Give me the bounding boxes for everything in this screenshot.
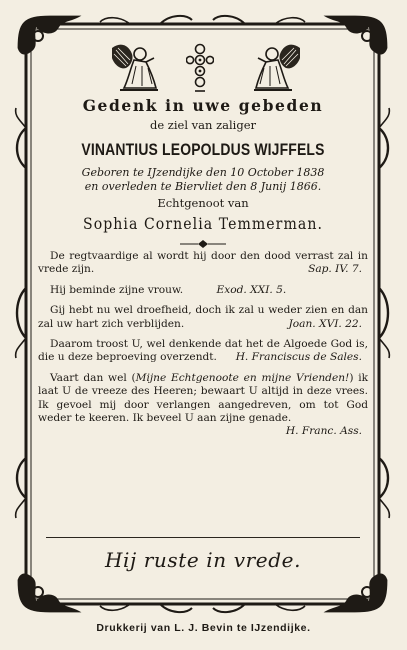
spouse-label: Echtgenoot van <box>157 196 249 210</box>
verse-text-pre: Vaart dan wel ( <box>50 371 136 384</box>
ornament-divider-icon <box>178 239 228 249</box>
verse-item <box>38 284 368 297</box>
birth-line: Geboren te IJzendijke den 10 October 1838 <box>81 166 325 179</box>
kneeling-angel-icon <box>106 40 162 92</box>
verse-text-post: ) ik laat U de vreeze des Heeren; bewaart U altijd in deze vrees. Ik gevoel mij door verlangen aangedreven, om tot God weder te keeren. Ik beveel U aan zijne genade. <box>38 371 369 425</box>
printer-credit: Drukkerij van L. J. Bevin te IJzendijke. <box>96 622 311 634</box>
verse-item <box>38 250 368 277</box>
verse-text: Hij beminde zijne vrouw. <box>50 283 184 296</box>
verse-item <box>38 338 368 365</box>
death-line: en overleden te Biervliet den 8 Junij 1866. <box>84 180 322 193</box>
deceased-name: VINANTIUS LEOPOLDUS WIJFFELS <box>81 140 325 159</box>
verse-reference: H. Franciscus de Sales. <box>235 351 362 364</box>
birth-death-dates <box>38 166 368 194</box>
verse-text: De regtvaardige al wordt hij door den dood verrast zal in vrede zijn. <box>38 250 368 276</box>
verse-reference: Sap. IV. 7. <box>308 263 362 276</box>
card-content <box>38 38 368 618</box>
scripture-verses <box>38 250 368 446</box>
spouse-name: Sophia Cornelia Temmerman. <box>83 214 323 233</box>
header-illustration <box>38 38 368 98</box>
verse-reference: Joan. XVI. 22. <box>288 317 362 330</box>
closing-rule <box>46 537 360 538</box>
cross-icon <box>186 42 214 94</box>
card-subheading: de ziel van zaliger <box>149 118 257 132</box>
closing-motto: Hij ruste in vrede. <box>104 548 302 572</box>
verse-reference: H. Franc. Ass. <box>285 425 362 438</box>
verse-text: Daarom troost U, wel denkende dat het de Algoede God is, die u deze beproeving overzendt. <box>38 338 368 364</box>
verse-item <box>38 304 368 331</box>
verse-text: Gij hebt nu wel droefheid, doch ik zal u weder zien en dan zal uw hart zich verblijden. <box>38 304 368 330</box>
verse-text-italic: Mijne Echtgenoote en mijne Vrienden! <box>135 371 350 384</box>
verse-item <box>38 372 368 439</box>
kneeling-angel-icon <box>250 40 306 92</box>
card-heading: Gedenk in uwe gebeden <box>82 96 324 115</box>
verse-reference: Exod. XXI. 5. <box>216 283 287 296</box>
